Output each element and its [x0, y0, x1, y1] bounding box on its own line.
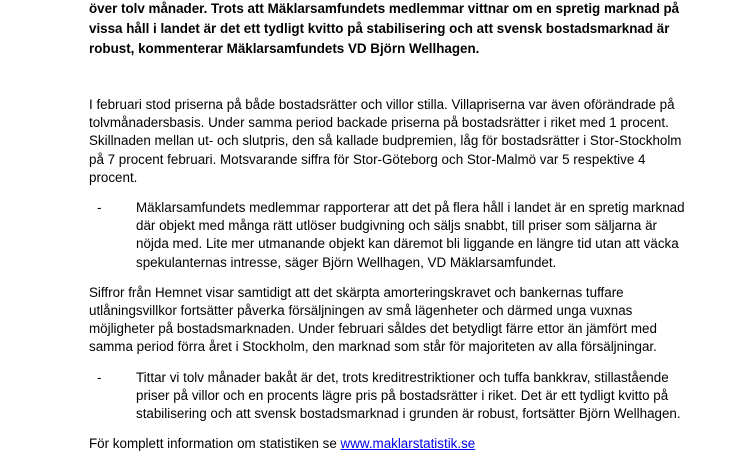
body-paragraph-hemnet: Siffror från Hemnet visar samtidigt att det skärpta amorteringskravet och bankernas tuffare utlåningsvillkor fortsätter påverka försäljningen av små lägenheter och därmed unga vuxnas möjligheter på bostadsmarknaden. Under februari såldes det betydligt färre ettor än jämfört med samma period förra året i Stockholm, den marknad som står för majoriteten av alla försäljningar.: [89, 284, 657, 355]
quote-text: Tittar vi tolv månader bakåt är det, trots kreditrestriktioner och tuffa bankkrav, stillastående priser på villor och en procents lägre pris på bostadsrätter i riket. Det är ett tydligt kvitto på stabilisering och att svensk bostadsmarknad i grunden är robust, fortsätter Björn Wellhagen.: [136, 369, 681, 422]
footer-text: För komplett information om statistiken se: [89, 436, 341, 452]
quote-bullet-market: [89, 199, 689, 272]
lead-paragraph: över tolv månader. Trots att Mäklarsamfundets medlemmar vittnar om en spretig marknad på vissa håll i landet är det ett tydligt kvitto på stabilisering och att svensk bostadsmarknad är robust, kommenterar Mäklarsamfundets VD Björn Wellhagen.: [89, 1, 680, 56]
body-paragraph-prices: I februari stod priserna på både bostadsrätter och villor stilla. Villapriserna var även oförändrade på tolvmånadersbasis. Under samma period backade priserna på bostadsrätter i riket med 1 procent. Skillnaden mellan ut- och slutpris, den så kallade budpremien, låg för bostadsrätter i Stor-Stockholm på 7 procent februari. Motsvarande siffra för Stor-Göteborg och Stor-Malmö var 5 respektive 4 procent.: [89, 97, 682, 185]
press-release-document: [89, 0, 689, 453]
bullet-marker: -: [97, 200, 102, 216]
quote-text: Mäklarsamfundets medlemmar rapporterar att det på flera håll i landet är en spretig marknad där objekt med många rätt utlöser budgivning och säljs snabbt, till priser som säljarna är nöjda med. Lite mer utmanande objekt kan däremot bli liggande en längre tid utan att väcka spekulanternas intresse, säger Björn Wellhagen, VD Mäklarsamfundet.: [136, 200, 685, 270]
footer-info: [89, 435, 689, 453]
bullet-marker: -: [97, 369, 102, 385]
statistics-link[interactable]: www.maklarstatistik.se: [340, 436, 476, 452]
quote-bullet-stabilisation: [89, 369, 689, 424]
